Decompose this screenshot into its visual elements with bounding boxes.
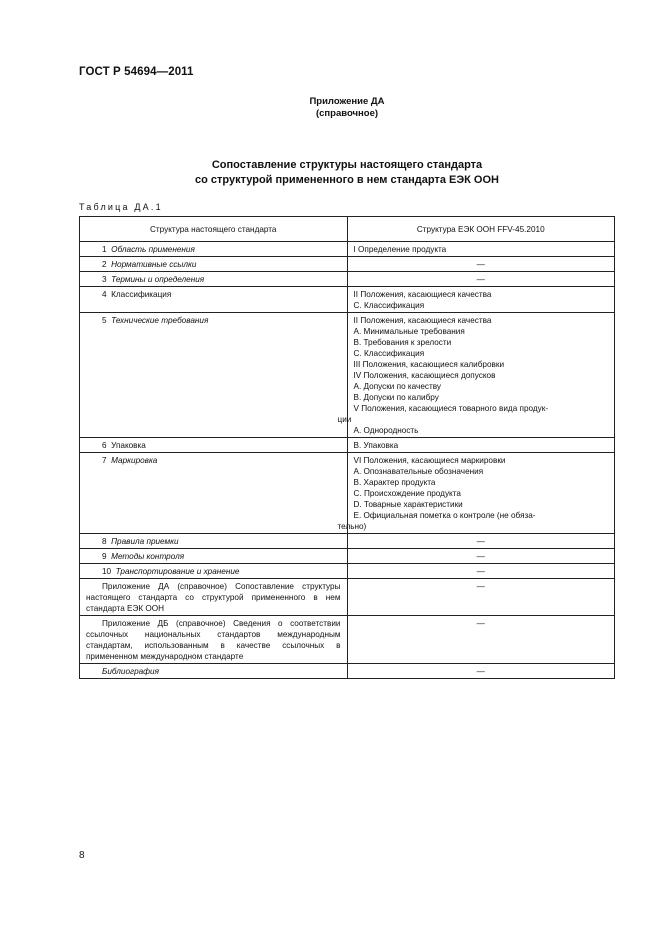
- appendix-heading: [0, 96, 661, 120]
- left-cell: [80, 579, 348, 616]
- column-header-national: Структура настоящего стандарта: [80, 217, 348, 242]
- right-cell: [347, 616, 615, 664]
- right-line: Е. Официальная пометка о контроле (не обяза-: [353, 511, 536, 520]
- right-cell: [347, 438, 615, 453]
- left-cell: [80, 616, 348, 664]
- right-line: В. Допуски по калибру: [353, 393, 439, 402]
- right-cell: [347, 257, 615, 272]
- section-title: Нормативные ссылки: [111, 260, 197, 269]
- table-row: [80, 664, 615, 679]
- table-row: [80, 242, 615, 257]
- table-row: [80, 287, 615, 313]
- right-line: —: [476, 667, 485, 676]
- table-row: [80, 616, 615, 664]
- right-cell: [347, 549, 615, 564]
- left-cell: [80, 287, 348, 313]
- table-row: [80, 272, 615, 287]
- table-row: [80, 579, 615, 616]
- section-title: Термины и определения: [111, 275, 205, 284]
- comparison-table: [79, 216, 615, 679]
- title-line-1: Сопоставление структуры настоящего стандарта: [211, 159, 483, 171]
- left-cell: [80, 313, 348, 438]
- bibliography-entry: Библиография: [102, 667, 159, 676]
- section-number: 1: [102, 245, 107, 254]
- right-line: А. Опознавательные обозначения: [353, 467, 484, 476]
- right-line: В. Упаковка: [353, 441, 399, 450]
- right-line: —: [476, 537, 485, 546]
- right-cell: [337, 453, 615, 534]
- right-cell: [347, 272, 615, 287]
- left-cell: [80, 438, 348, 453]
- right-cell: [337, 313, 615, 438]
- appendix-note: (справочное): [315, 108, 379, 119]
- left-cell: [80, 453, 348, 534]
- table-row: [80, 453, 615, 534]
- appendix-label: Приложение ДА: [309, 96, 385, 107]
- table-row: [80, 313, 615, 438]
- right-line: D. Товарные характеристики: [353, 500, 463, 509]
- right-line: С. Классификация: [353, 301, 425, 310]
- section-number: 8: [102, 537, 107, 546]
- section-title: Упаковка: [111, 441, 146, 450]
- section-number: 7: [102, 456, 107, 465]
- appendix-da-entry: Приложение ДА (справочное) Сопоставление структуры настоящего стандарта со структурой примененного в нем стандарта ЕЭК ООН: [86, 582, 341, 613]
- left-cell: [80, 549, 348, 564]
- title-line-2: со структурой примененного в нем стандарта ЕЭК ООН: [195, 174, 499, 186]
- section-number: 10: [102, 567, 112, 576]
- right-line: В. Характер продукта: [353, 478, 436, 487]
- left-cell: [80, 664, 348, 679]
- section-title: Классификация: [111, 290, 172, 299]
- left-cell: [80, 242, 348, 257]
- right-cell: [347, 242, 615, 257]
- table-row: [80, 438, 615, 453]
- left-cell: [80, 257, 348, 272]
- section-number: 6: [102, 441, 107, 450]
- right-line: II Положения, касающиеся качества: [353, 316, 492, 325]
- section-title: Технические требования: [111, 316, 209, 325]
- table-header-row: [80, 217, 615, 242]
- page-number: 8: [79, 850, 85, 861]
- section-number: 3: [102, 275, 107, 284]
- right-cell: [347, 579, 615, 616]
- right-line: —: [476, 567, 485, 576]
- right-line: II Положения, касающиеся качества: [353, 290, 492, 299]
- table-row: [80, 549, 615, 564]
- right-line: IV Положения, касающиеся допусков: [353, 371, 496, 380]
- table-row: [80, 257, 615, 272]
- table-row: [80, 564, 615, 579]
- section-title: Методы контроля: [111, 552, 185, 561]
- right-line: —: [476, 582, 485, 591]
- section-number: 4: [102, 290, 107, 299]
- right-line: ции: [337, 415, 352, 424]
- column-header-unece: Структура ЕЭК ООН FFV-45.2010: [347, 217, 615, 242]
- section-title: Область применения: [111, 245, 195, 254]
- right-line: V Положения, касающиеся товарного вида продук-: [353, 404, 549, 413]
- section-number: 2: [102, 260, 107, 269]
- document-code: ГОСТ Р 54694—2011: [79, 66, 194, 78]
- right-line: А. Однородность: [353, 426, 419, 435]
- right-line: С. Классификация: [353, 349, 425, 358]
- right-cell: [347, 534, 615, 549]
- section-number: 5: [102, 316, 107, 325]
- table-row: [80, 534, 615, 549]
- section-title: Маркировка: [111, 456, 158, 465]
- right-line: —: [476, 260, 485, 269]
- right-line: VI Положения, касающиеся маркировки: [353, 456, 506, 465]
- right-line: В. Требования к зрелости: [353, 338, 452, 347]
- section-title: Правила приемки: [111, 537, 179, 546]
- section-title: Транспортирование и хранение: [115, 567, 240, 576]
- right-cell: [347, 287, 615, 313]
- right-line: —: [476, 275, 485, 284]
- section-number: 9: [102, 552, 107, 561]
- document-title: [79, 158, 615, 188]
- right-line: А. Минимальные требования: [353, 327, 465, 336]
- left-cell: [80, 272, 348, 287]
- right-line: А. Допуски по качеству: [353, 382, 441, 391]
- right-line: —: [476, 619, 485, 628]
- right-cell: [347, 664, 615, 679]
- left-cell: [80, 534, 348, 549]
- right-line: III Положения, касающиеся калибровки: [353, 360, 505, 369]
- right-line: тельно): [337, 522, 367, 531]
- table-caption: Таблица ДА.1: [79, 202, 163, 212]
- appendix-db-entry: Приложение ДБ (справочное) Сведения о соответствии ссылочных национальных стандартов международным стандартам, использованным в качестве ссылочных в примененном международном стандарте: [86, 619, 341, 661]
- right-line: I Определение продукта: [353, 245, 447, 254]
- right-cell: [347, 564, 615, 579]
- left-cell: [80, 564, 348, 579]
- right-line: С. Происхождение продукта: [353, 489, 461, 498]
- right-line: —: [476, 552, 485, 561]
